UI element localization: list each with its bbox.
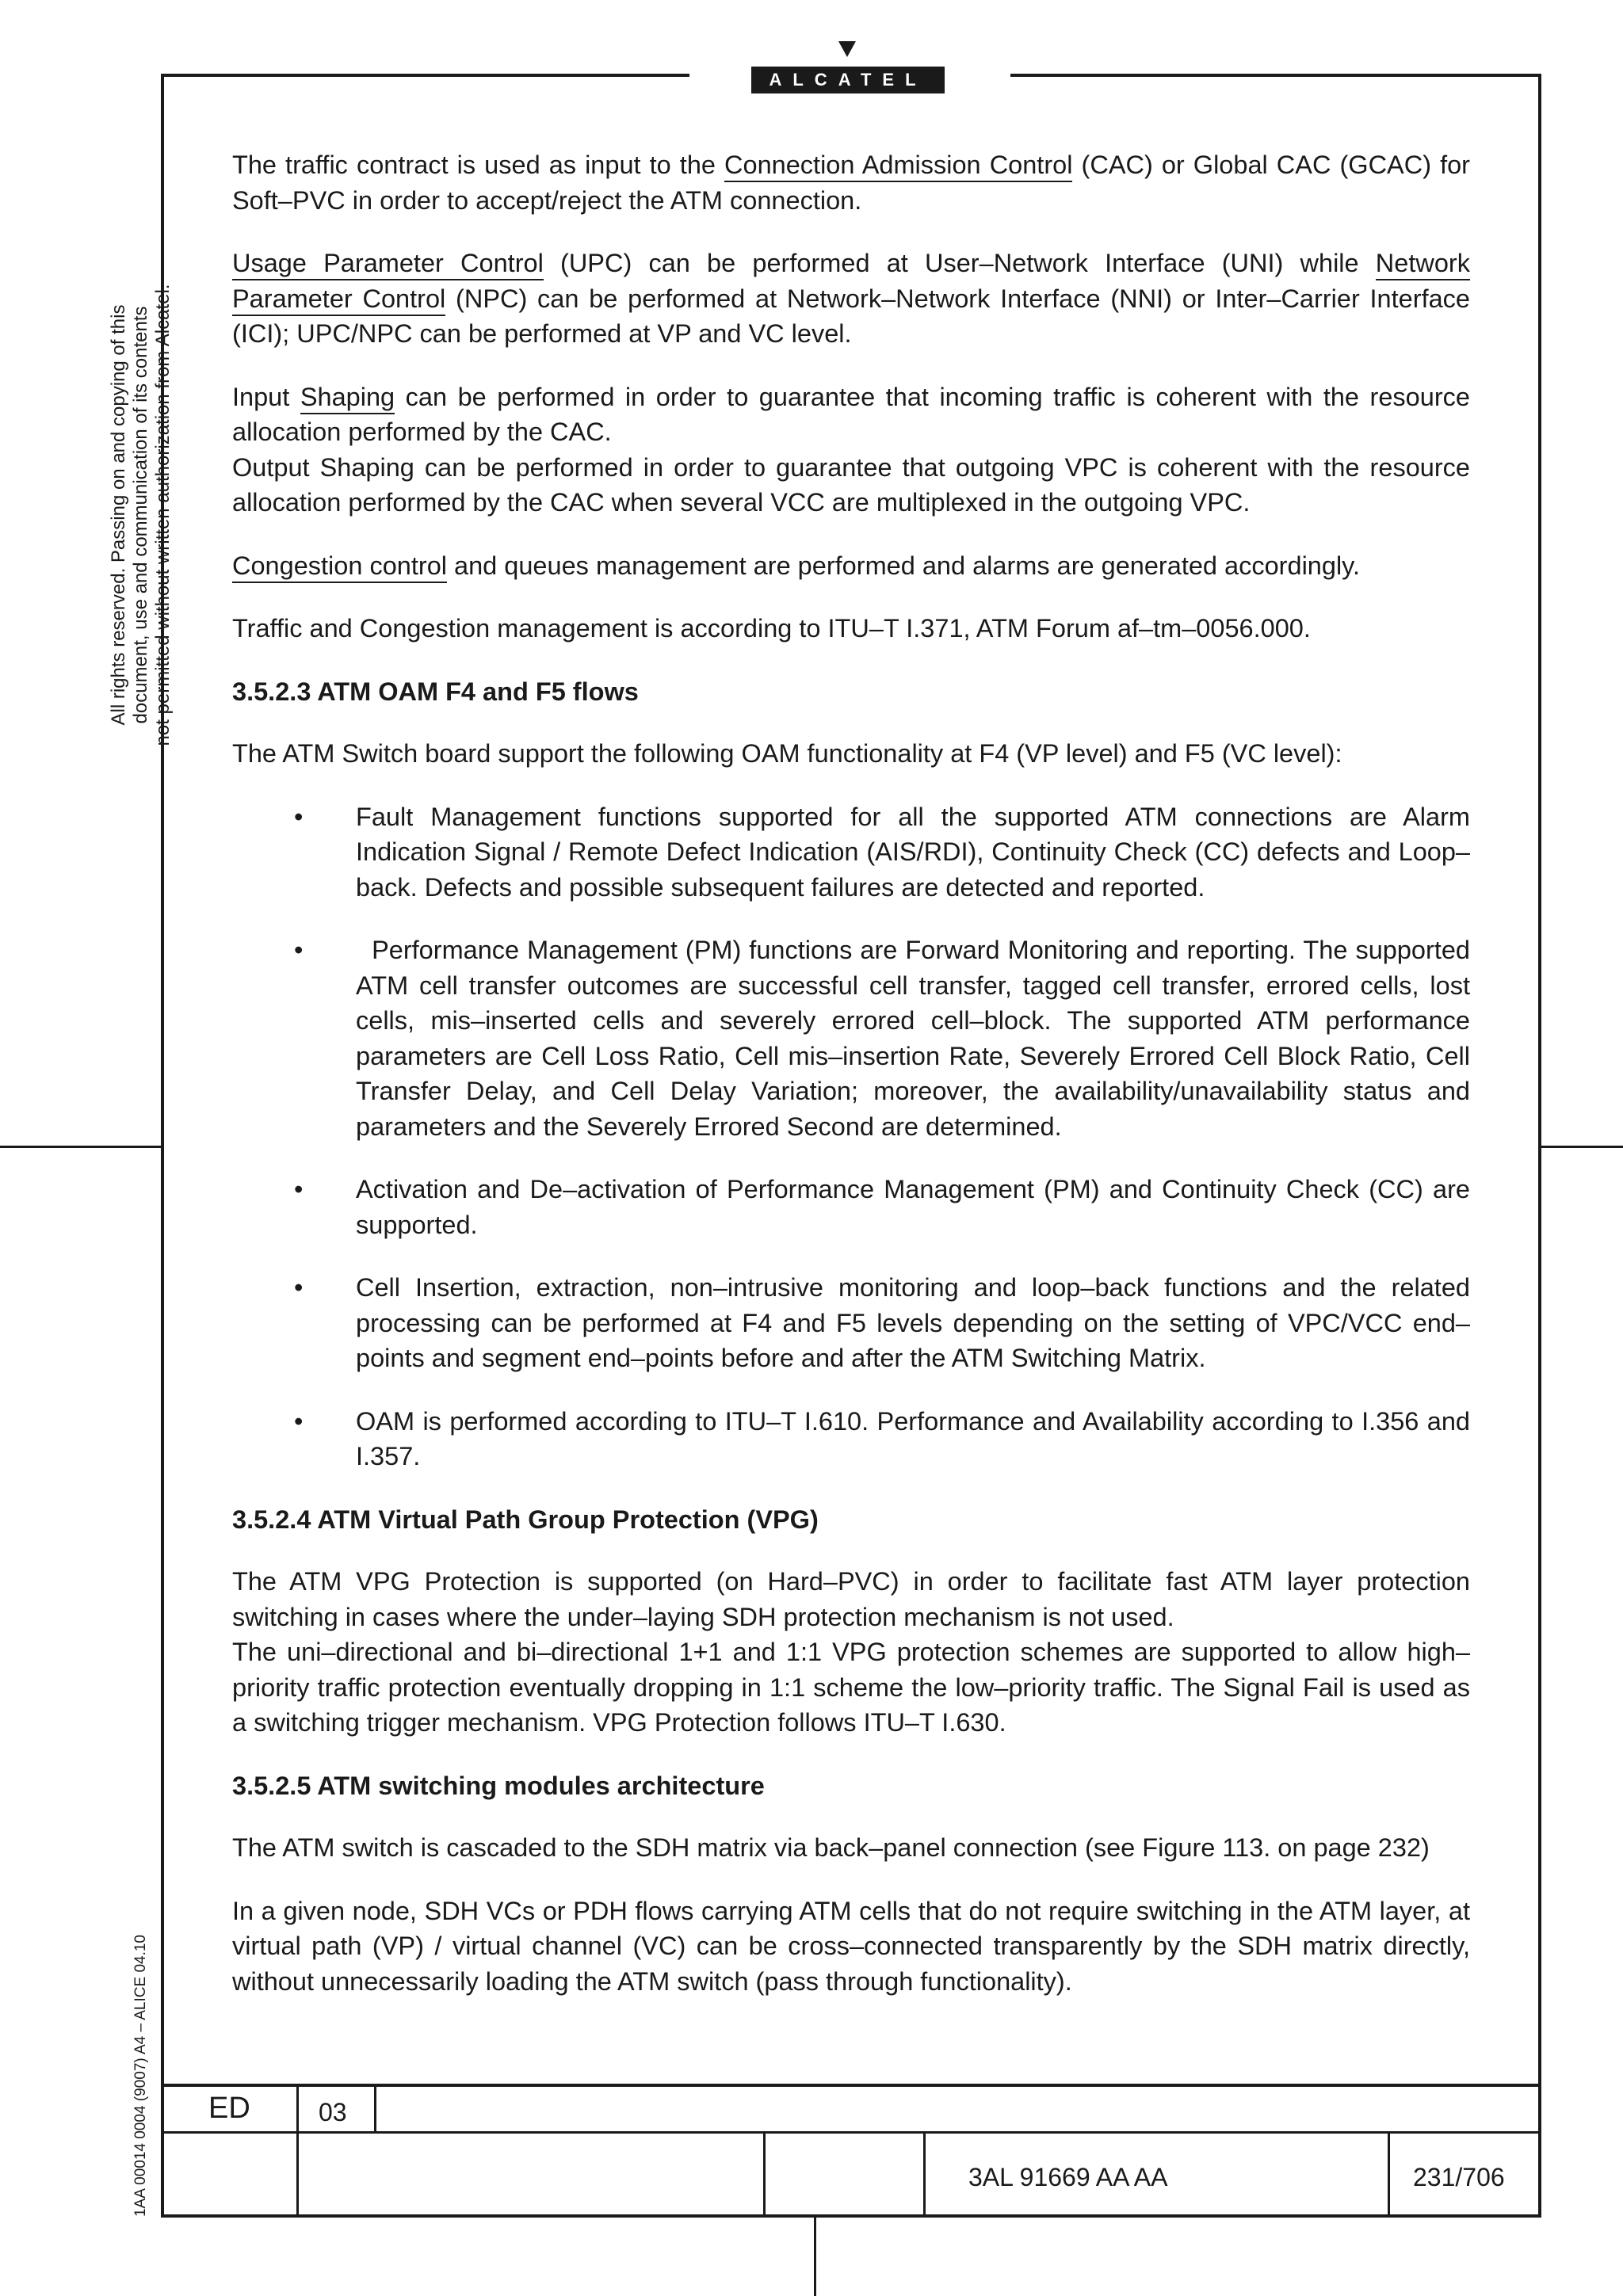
paragraph-output-shaping: Output Shaping can be performed in order to guarantee that outgoing VPC is coherent with the resource allocation performed by the CAC when several VCC are multiplexed in the outgoing VPC.: [232, 452, 1470, 517]
link-cac[interactable]: Connection Admission Control: [724, 151, 1072, 182]
bullet-icon: •: [294, 1406, 304, 1436]
bottom-registration-mark: [814, 2218, 816, 2296]
link-upc[interactable]: Usage Parameter Control: [232, 249, 544, 280]
list-item: • Fault Management functions supported for all the supported ATM connections are Alarm Indication Signal / Remote Defect Indication (AIS/RDI), Continuity Check (CC) defects and Loop–back. Defects and possible subsequent failures are detected and reported.: [232, 799, 1470, 906]
section-heading-vpg: 3.5.2.4 ATM Virtual Path Group Protection (VPG): [232, 1505, 819, 1534]
section-heading-oam: 3.5.2.3 ATM OAM F4 and F5 flows: [232, 677, 639, 706]
document-form-code: 1AA 00014 0004 (9007) A4 – ALICE 04.10: [132, 1935, 149, 2218]
footer-top-line: [161, 2084, 1541, 2087]
link-npc[interactable]: Network Parameter Control: [232, 249, 1470, 316]
paragraph-input-shaping: Input Shaping can be performed in order to guarantee that incoming traffic is coherent with the resource allocation performed by the CAC.: [232, 382, 1470, 446]
page-number: 231/706: [1413, 2163, 1505, 2191]
list-item: • Activation and De–activation of Performance Management (PM) and Continuity Check (CC) are supported.: [232, 1172, 1470, 1242]
section-heading-architecture: 3.5.2.5 ATM switching modules architecture: [232, 1771, 765, 1800]
footer-divider: [374, 2084, 376, 2133]
document-body: [232, 147, 1478, 2027]
copyright-line: document, use and communication of its contents: [130, 306, 151, 724]
bullet-icon: •: [294, 802, 304, 831]
paragraph-oam-intro: The ATM Switch board support the following OAM functionality at F4 (VP level) and F5 (VC level):: [232, 739, 1342, 768]
paragraph-node: In a given node, SDH VCs or PDH flows carrying ATM cells that do not require switching in the ATM layer, at virtual path (VP) / virtual channel (VC) can be cross–connected transparently by the SDH matrix directly, without unnecessarily loading the ATM switch (pass through functionality).: [232, 1896, 1470, 1996]
copyright-line: All rights reserved. Passing on and copying of this: [108, 304, 129, 726]
bullet-icon: •: [294, 1175, 304, 1203]
link-congestion-control[interactable]: Congestion control: [232, 551, 447, 583]
copyright-notice: [108, 238, 174, 792]
alcatel-logo: ALCATEL: [751, 67, 945, 93]
footer-divider: [923, 2131, 926, 2218]
edition-value: 03: [319, 2098, 347, 2126]
left-registration-mark: [0, 1146, 161, 1148]
copyright-line: not permitted without written authorization from Alcatel.: [152, 284, 174, 746]
paragraph-cascaded: The ATM switch is cascaded to the SDH matrix via back–panel connection (see Figure 113. on page 232): [232, 1833, 1430, 1862]
link-shaping[interactable]: Shaping: [300, 383, 395, 414]
paragraph-vpg-2: The uni–directional and bi–directional 1+1 and 1:1 VPG protection schemes are supported to allow high–priority traffic protection eventually dropping in 1:1 scheme the low–priority traffic. The Signal Fail is used as a switching trigger mechanism. VPG Protection follows ITU–T I.630.: [232, 1638, 1470, 1737]
paragraph-traffic-management: Traffic and Congestion management is according to ITU–T I.371, ATM Forum af–tm–0056.000.: [232, 614, 1311, 643]
list-item: • Cell Insertion, extraction, non–intrusive monitoring and loop–back functions and the related processing can be performed at F4 and F5 levels depending on the setting of VPC/VCC end–points and segment end–points before and after the ATM Switching Matrix.: [232, 1270, 1470, 1376]
logo-triangle-icon: [838, 41, 856, 57]
footer-mid-line: [161, 2131, 1541, 2134]
paragraph-traffic-contract: The traffic contract is used as input to the Connection Admission Control (CAC) or Global CAC (GCAC) for Soft–PVC in order to accept/reject the ATM connection.: [232, 151, 1471, 215]
bullet-icon: •: [294, 1273, 304, 1302]
document-reference: 3AL 91669 AA AA: [968, 2163, 1168, 2191]
list-item: • OAM is performed according to ITU–T I.610. Performance and Availability according to I.356 and I.357.: [232, 1404, 1470, 1474]
oam-bullet-list: [232, 799, 1478, 1474]
list-item: • Performance Management (PM) functions are Forward Monitoring and reporting. The supported ATM cell transfer outcomes are successful cell transfer, tagged cell transfer, errored cells, lost cells, mis–inserted cells and severely errored cell–block. The supported ATM performance parameters are Cell Loss Ratio, Cell mis–insertion Rate, Severely Errored Cell Block Ratio, Cell Transfer Delay, and Cell Delay Variation; moreover, the availability/unavailability status and parameters and the Severely Errored Second are determined.: [232, 933, 1470, 1144]
paragraph-congestion: Congestion control and queues management are performed and alarms are generated accordingly.: [232, 548, 1470, 584]
right-registration-mark: [1541, 1146, 1623, 1148]
footer-divider: [296, 2084, 299, 2218]
footer-divider: [1388, 2131, 1390, 2218]
bullet-icon: •: [294, 936, 304, 964]
footer-divider: [763, 2131, 766, 2218]
paragraph-upc-npc: Usage Parameter Control (UPC) can be performed at User–Network Interface (UNI) while Network Parameter Control (NPC) can be performed at Network–Network Interface (NNI) or Inter–Carrier Interface (ICI); UPC/NPC can be performed at VP and VC level.: [232, 249, 1470, 348]
edition-label: ED: [208, 2092, 250, 2125]
paragraph-vpg-1: The ATM VPG Protection is supported (on Hard–PVC) in order to facilitate fast ATM layer protection switching in cases where the under–laying SDH protection mechanism is not used.: [232, 1567, 1470, 1631]
